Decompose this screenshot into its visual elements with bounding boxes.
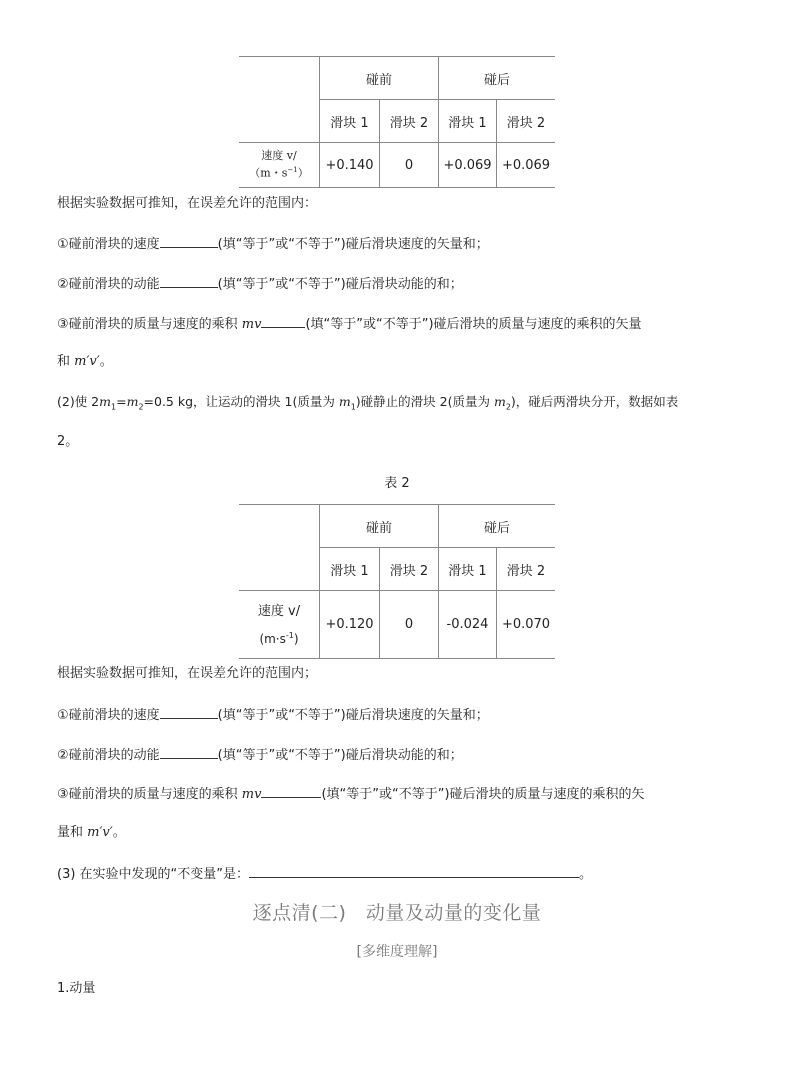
part1-question-1: ①碰前滑块的速度 (填“等于”或“不等于”)碰后滑块速度的矢量和；	[57, 234, 489, 254]
header-before: 碰前	[320, 505, 439, 548]
table-2-caption: 表 2	[384, 476, 410, 491]
sub-header: 滑块 1	[439, 100, 497, 143]
answer-blank[interactable]	[261, 784, 321, 798]
sub-header: 滑块 2	[497, 100, 556, 143]
header-after: 碰后	[439, 505, 556, 548]
sub-header: 滑块 1	[320, 548, 380, 591]
answer-blank[interactable]	[160, 274, 218, 288]
item-heading: 1.动量	[57, 981, 96, 996]
sub-header: 滑块 1	[439, 548, 497, 591]
answer-blank[interactable]	[160, 745, 218, 759]
answer-blank[interactable]	[249, 864, 579, 878]
table-cell: +0.140	[320, 143, 380, 188]
part3-question-4: (3) 在实验中发现的“不变量”是： 。	[57, 864, 592, 884]
sub-header: 滑块 2	[497, 548, 556, 591]
table-cell: 0	[380, 591, 439, 659]
row-label-line1: 速度 v/	[261, 149, 297, 163]
part2-line1: (2)使 $2m_1=m_2=0.5$ kg，让运动的滑块 1(质量为 $m_1$)碰静止的滑块 2(质量为 $m_2$)，碰后两滑块分开，数据如表	[57, 394, 679, 412]
part2-line2: 2。	[57, 434, 79, 449]
table-cell: +0.069	[497, 143, 556, 188]
row-label: 速度 v/ （m・$s^{-1}$）	[239, 143, 320, 188]
part1-question-2: ②碰前滑块的动能 (填“等于”或“不等于”)碰后滑块动能的和；	[57, 274, 463, 294]
part3-question-2: ②碰前滑块的动能 (填“等于”或“不等于”)碰后滑块动能的和；	[57, 745, 463, 765]
data-table-1	[239, 56, 555, 188]
part3-question-3-cont: 量和 m′v′。	[57, 825, 126, 840]
part3-question-3: ③碰前滑块的质量与速度的乘积 mv (填“等于”或“不等于”)碰后滑块的质量与速度的乘积的矢	[57, 784, 645, 804]
sub-header: 滑块 1	[320, 100, 380, 143]
part1-intro: 根据实验数据可推知，在误差允许的范围内：	[57, 196, 318, 211]
section-subtitle: [多维度理解]	[356, 944, 438, 960]
table-cell: +0.120	[320, 591, 380, 659]
part1-question-3: ③碰前滑块的质量与速度的乘积 mv (填“等于”或“不等于”)碰后滑块的质量与速度的乘积的矢量	[57, 314, 642, 334]
sub-header: 滑块 2	[380, 100, 439, 143]
section-title: 逐点清(二) 动量及动量的变化量	[252, 902, 542, 924]
header-before: 碰前	[320, 57, 439, 100]
part3-intro: 根据实验数据可推知，在误差允许的范围内；	[57, 666, 318, 681]
sub-header: 滑块 2	[380, 548, 439, 591]
answer-blank[interactable]	[160, 234, 218, 248]
part3-question-1: ①碰前滑块的速度 (填“等于”或“不等于”)碰后滑块速度的矢量和；	[57, 705, 489, 725]
data-table-2	[239, 504, 555, 659]
answer-blank[interactable]	[261, 314, 305, 328]
part1-question-3-cont: 和 m′v′。	[57, 354, 113, 369]
header-after: 碰后	[439, 57, 556, 100]
table-cell: 0	[380, 143, 439, 188]
table-cell: +0.069	[439, 143, 497, 188]
table-cell: +0.070	[497, 591, 556, 659]
row-label: 速度 v/ $(m\cdot s^{-1})$	[239, 591, 320, 659]
answer-blank[interactable]	[160, 705, 218, 719]
table-cell: -0.024	[439, 591, 497, 659]
